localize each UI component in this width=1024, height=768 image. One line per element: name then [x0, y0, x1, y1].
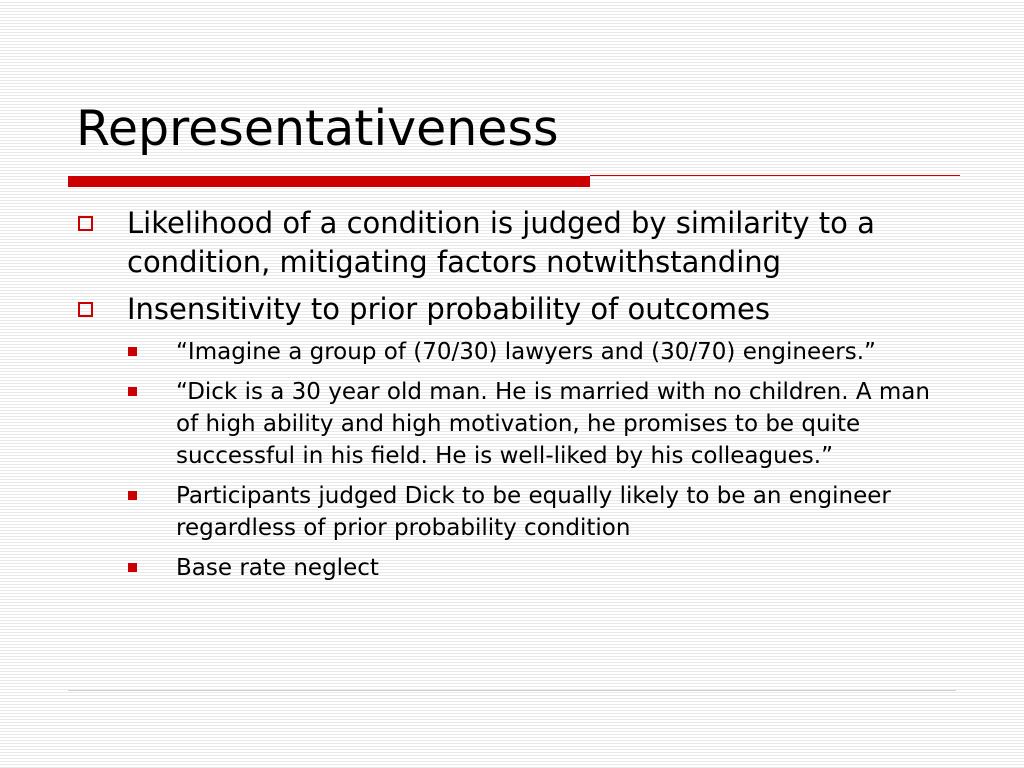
- filled-square-bullet-icon: [128, 563, 137, 572]
- bullet-text: Likelihood of a condition is judged by similarity to a condition, mitigating factors notwithstanding: [127, 206, 875, 279]
- hollow-square-bullet-icon: [78, 302, 93, 317]
- sub-bullet-list: [76, 336, 956, 592]
- filled-square-bullet-icon: [128, 347, 137, 356]
- list-item: [76, 336, 946, 368]
- list-item: [76, 290, 956, 329]
- title-underline-thick: [68, 176, 590, 187]
- list-item: [76, 552, 946, 584]
- title-underline-thin: [590, 175, 960, 176]
- slide-title: Representativeness: [76, 100, 559, 157]
- sub-bullet-text: Participants judged Dick to be equally likely to be an engineer regardless of prior probability condition: [176, 483, 891, 541]
- footer-divider: [68, 690, 956, 691]
- sub-bullet-text: “Imagine a group of (70/30) lawyers and (30/70) engineers.”: [176, 339, 876, 365]
- bullet-list: [76, 204, 956, 337]
- filled-square-bullet-icon: [128, 491, 137, 500]
- bullet-text: Insensitivity to prior probability of outcomes: [127, 292, 770, 326]
- sub-bullet-text: Base rate neglect: [176, 555, 379, 581]
- hollow-square-bullet-icon: [78, 216, 93, 231]
- list-item: [76, 204, 956, 282]
- sub-bullet-text: “Dick is a 30 year old man. He is married with no children. A man of high ability and high motivation, he promises to be quite successful in his field. He is well-liked by his colleagues.”: [176, 379, 930, 469]
- filled-square-bullet-icon: [128, 387, 137, 396]
- list-item: [76, 376, 946, 472]
- list-item: [76, 480, 946, 544]
